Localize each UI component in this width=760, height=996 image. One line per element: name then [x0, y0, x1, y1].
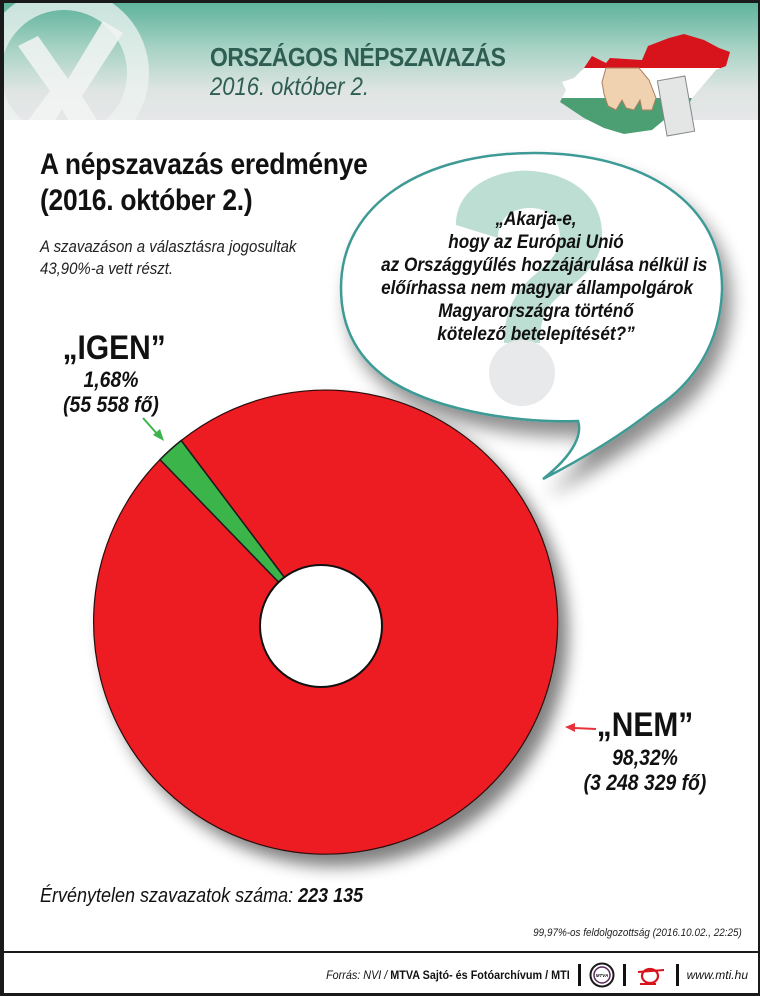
source-credit — [326, 968, 570, 982]
header-title: ORSZÁGOS NÉPSZAVAZÁS — [210, 42, 506, 72]
mtva-logo-icon — [589, 962, 615, 988]
igen-label — [56, 329, 166, 417]
header-date: 2016. október 2. — [210, 73, 370, 101]
chart-title-line2: (2016. október 2.) — [40, 184, 253, 217]
mti-url-link[interactable]: www.mti.hu — [686, 968, 748, 982]
nem-percent: 98,32% — [612, 745, 678, 770]
invalid-votes — [40, 885, 363, 908]
mti-logo-icon — [634, 962, 668, 988]
invalid-votes-label: Érvénytelen szavazatok száma: — [40, 885, 294, 907]
igen-name: „IGEN” — [62, 329, 166, 367]
separator — [676, 964, 679, 986]
source-bold: MTVA Sajtó- és Fotóarchívum / MTI — [390, 968, 570, 982]
separator — [578, 964, 581, 986]
question-line: hogy az Európai Unió — [448, 231, 624, 253]
question-line: kötelező betelepítését?” — [437, 323, 635, 345]
nem-name: „NEM” — [596, 706, 694, 744]
subtitle-line1: A szavazáson a választásra jogosultak — [40, 237, 297, 256]
question-line: „Akarja-e, — [495, 208, 577, 230]
footer-divider — [4, 951, 758, 953]
igen-percent: 1,68% — [83, 367, 139, 392]
nem-count: (3 248 329 fő) — [583, 770, 707, 795]
igen-arrow-icon — [143, 418, 164, 441]
svg-text:MTVA: MTVA — [595, 973, 608, 978]
chart-title-line1: A népszavazás eredménye — [40, 148, 368, 181]
footer — [299, 960, 748, 990]
donut-hole — [260, 565, 382, 687]
subtitle-line2: 43,90%-a vett részt. — [40, 259, 174, 278]
nem-label — [570, 705, 720, 795]
question-line: előírhassa nem magyar állampolgárok — [381, 277, 693, 299]
separator — [623, 964, 626, 986]
invalid-votes-value: 223 135 — [298, 885, 364, 907]
igen-count: (55 558 fő) — [63, 392, 159, 417]
processing-status: 99,97%-os feldolgozottság (2016.10.02., 22:25) — [533, 927, 742, 939]
question-line: az Országgyűlés hozzájárulása nélkül is — [381, 254, 708, 276]
source-prefix: Forrás: NVI / — [326, 968, 391, 982]
question-line: Magyarországra történő — [438, 300, 634, 322]
